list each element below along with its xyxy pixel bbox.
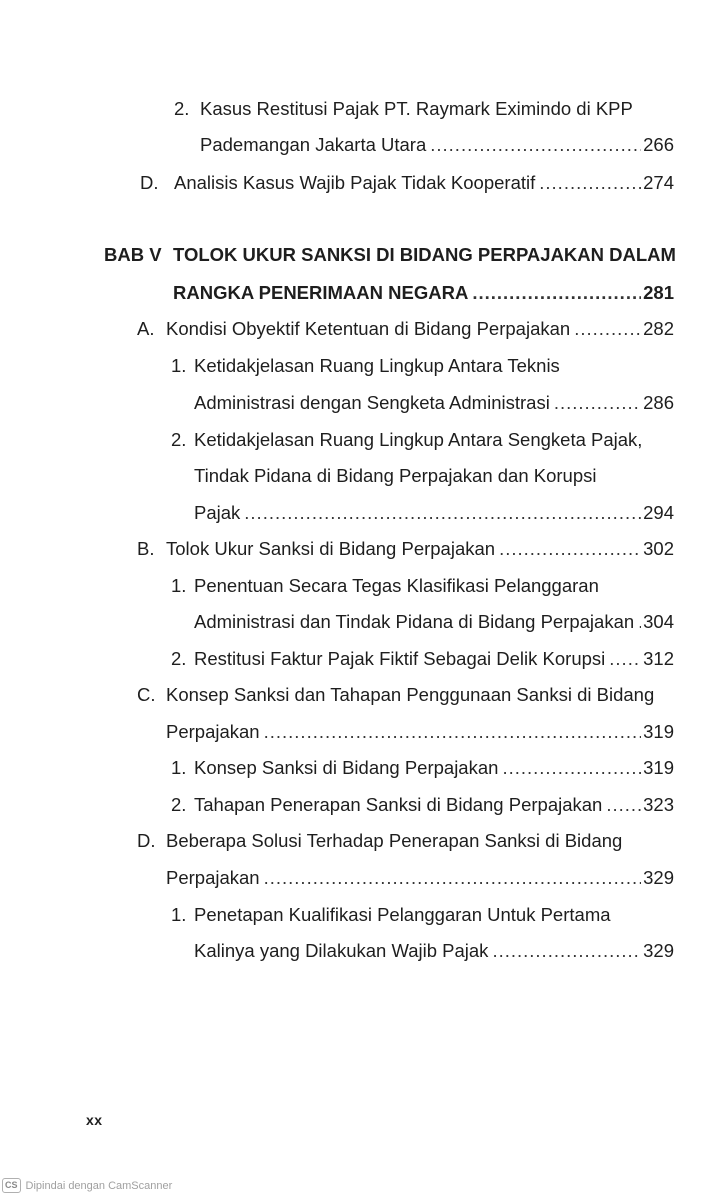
dot-leader: [499, 537, 641, 561]
toc-entry-text: Pademangan Jakarta Utara: [200, 134, 427, 155]
toc-number: B.: [137, 538, 155, 559]
toc-number: A.: [137, 318, 155, 339]
toc-page-number: 286: [643, 392, 674, 413]
toc-entry-row: [194, 756, 674, 780]
toc-entry-text: Kondisi Obyektif Ketentuan di Bidang Perpajakan: [166, 318, 571, 339]
toc-entry-text: Tahapan Penerapan Sanksi di Bidang Perpajakan: [194, 794, 603, 815]
toc-entry-text: Ketidakjelasan Ruang Lingkup Antara Teknis: [194, 355, 560, 376]
toc-entry-text: Perpajakan: [166, 867, 260, 888]
toc-entry-text: Penentuan Secara Tegas Klasifikasi Pelanggaran: [194, 575, 599, 596]
watermark-text: Dipindai dengan CamScanner: [25, 1179, 173, 1192]
toc-entry-text: Penetapan Kualifikasi Pelanggaran Untuk Pertama: [194, 904, 611, 925]
toc-number: 2.: [171, 648, 187, 669]
toc-entry-text: Pajak: [194, 502, 241, 523]
dot-leader: [244, 501, 641, 525]
dot-leader: [539, 171, 641, 195]
page-number: xx: [86, 1112, 103, 1128]
toc-page-number: 312: [643, 648, 674, 669]
toc-entry-text: Perpajakan: [166, 721, 260, 742]
toc-page-number: 319: [643, 721, 674, 742]
dot-leader: [430, 133, 641, 157]
toc-entry-text: Administrasi dengan Sengketa Administrasi: [194, 392, 550, 413]
toc-entry-row: [166, 720, 674, 744]
toc-entry-text: Tindak Pidana di Bidang Perpajakan dan Korupsi: [194, 465, 597, 486]
camscanner-watermark: [2, 1178, 172, 1193]
toc-entry-row: [200, 133, 674, 157]
toc-page-number: 329: [643, 867, 674, 888]
dot-leader: [606, 793, 641, 817]
dot-leader: [264, 720, 642, 744]
toc-page-number: 274: [643, 172, 674, 193]
toc-number: 2.: [174, 98, 190, 119]
toc-page-number: 304: [643, 611, 674, 632]
toc-entry-text: Administrasi dan Tindak Pidana di Bidang Perpajakan: [194, 611, 635, 632]
toc-number: 1.: [171, 575, 187, 596]
dot-leader: [502, 756, 641, 780]
toc-page-number: 323: [643, 794, 674, 815]
toc-page-number: 282: [643, 318, 674, 339]
toc-entry-row: [194, 939, 674, 963]
toc-entry-row: [166, 537, 674, 561]
toc-number: D.: [140, 172, 159, 193]
toc-entry-row: [166, 317, 674, 341]
toc-page-number: 281: [643, 282, 674, 303]
toc-entry-text: Tolok Ukur Sanksi di Bidang Perpajakan: [166, 538, 496, 559]
toc-number: 1.: [171, 355, 187, 376]
toc-entry-text: Restitusi Faktur Pajak Fiktif Sebagai Delik Korupsi: [194, 648, 606, 669]
toc-entry-row: [194, 793, 674, 817]
chapter-title: RANGKA PENERIMAAN NEGARA: [173, 282, 469, 303]
toc-page-number: 329: [643, 940, 674, 961]
dot-leader: [264, 866, 642, 890]
toc-entry-row: [166, 866, 674, 890]
toc-page-number: 319: [643, 757, 674, 778]
toc-entry-text: Beberapa Solusi Terhadap Penerapan Sanksi di Bidang: [166, 830, 623, 851]
toc-entry-row: [194, 647, 674, 671]
toc-entry-row: [194, 610, 674, 634]
dot-leader: [472, 281, 641, 305]
toc-entry-row: [194, 501, 674, 525]
toc-entry-row: [174, 171, 674, 195]
toc-entry-text: Kalinya yang Dilakukan Wajib Pajak: [194, 940, 489, 961]
toc-entry-text: Kasus Restitusi Pajak PT. Raymark Eximindo di KPP: [200, 98, 633, 119]
toc-number: 2.: [171, 794, 187, 815]
camscanner-logo-icon: CS: [2, 1178, 21, 1193]
chapter-title: TOLOK UKUR SANKSI DI BIDANG PERPAJAKAN DALAM: [173, 244, 676, 265]
toc-number: 1.: [171, 904, 187, 925]
dot-leader: [492, 939, 641, 963]
toc-number: 2.: [171, 429, 187, 450]
toc-number: C.: [137, 684, 156, 705]
dot-leader: [574, 317, 641, 341]
toc-entry-row: [173, 281, 674, 305]
toc-entry-text: Analisis Kasus Wajib Pajak Tidak Kooperatif: [174, 172, 536, 193]
toc-entry-text: Konsep Sanksi dan Tahapan Penggunaan Sanksi di Bidang: [166, 684, 655, 705]
toc-entry-text: Konsep Sanksi di Bidang Perpajakan: [194, 757, 499, 778]
toc-entry-row: [194, 391, 674, 415]
toc-page-number: 266: [643, 134, 674, 155]
toc-number: 1.: [171, 757, 187, 778]
dot-leader: [638, 610, 641, 634]
toc-page-number: 302: [643, 538, 674, 559]
dot-leader: [609, 647, 641, 671]
toc-entry-text: Ketidakjelasan Ruang Lingkup Antara Sengketa Pajak,: [194, 429, 643, 450]
toc-page-number: 294: [643, 502, 674, 523]
chapter-number: BAB V: [104, 244, 162, 265]
dot-leader: [554, 391, 641, 415]
toc-number: D.: [137, 830, 156, 851]
